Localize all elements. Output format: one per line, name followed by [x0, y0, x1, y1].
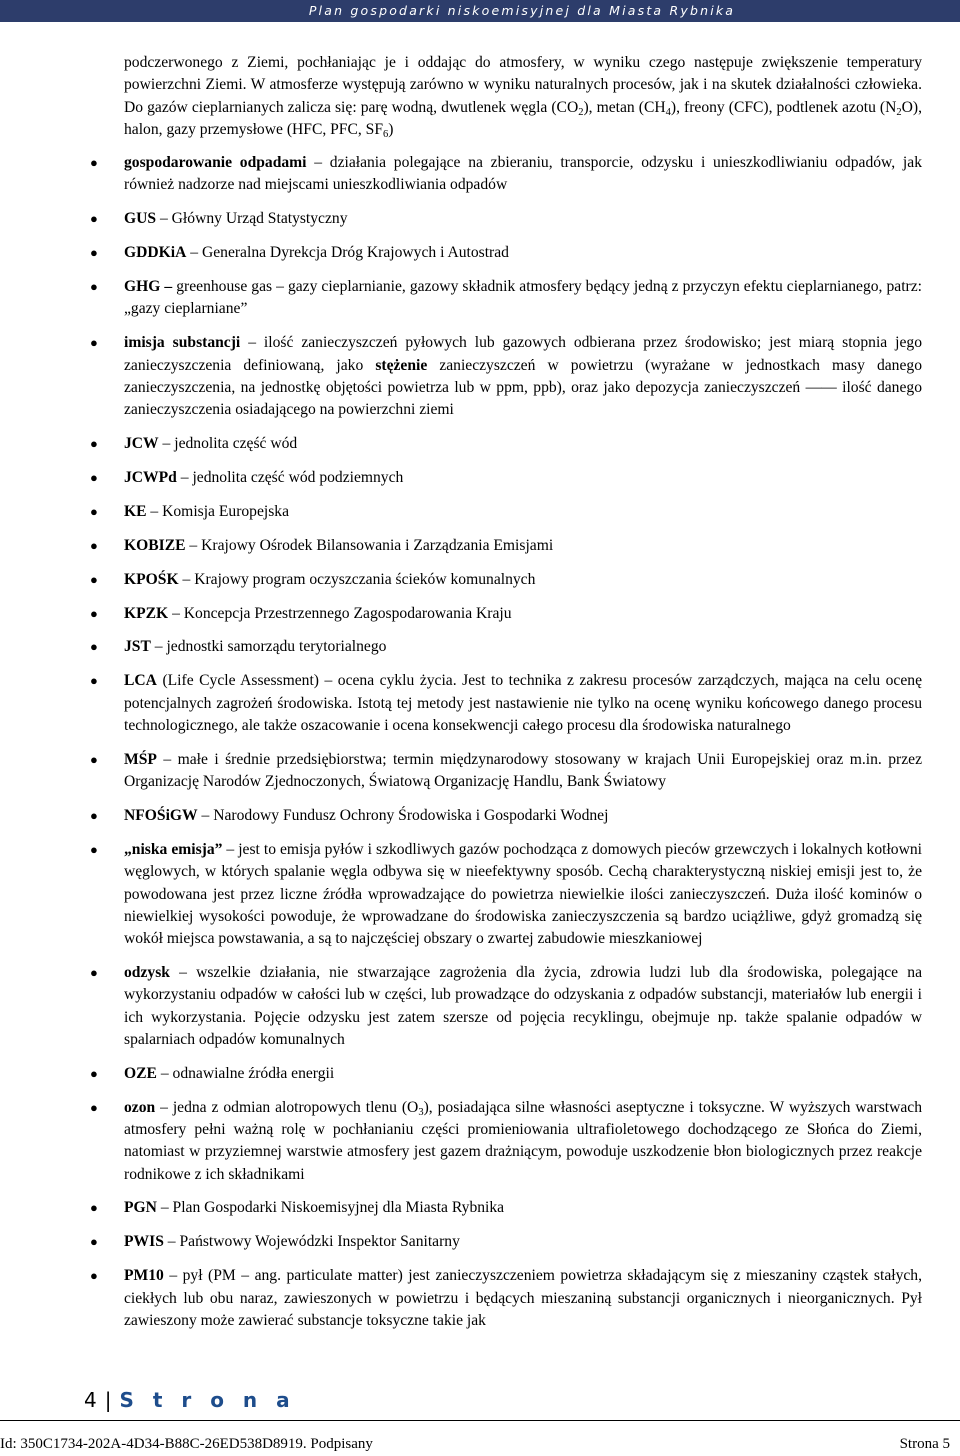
bullet-icon: ● [90, 279, 98, 295]
intro-text: podczerwonego z Ziemi, pochłaniając je i oddając do atmosfery, w wyniku czego następuje zwiększenie temperatury powierzchni Ziemi. W atmosferze występują zarówno w wyniku naturalnych procesów, jak i na skutek działalności człowieka. Do gazów cieplarnianych zalicza się: parę wodną, dwutlenek węgla (CO [124, 54, 922, 116]
bullet-icon: ● [90, 1200, 98, 1216]
bullet-icon: ● [90, 211, 98, 227]
bullet-icon: ● [90, 571, 98, 587]
bullet-icon: ● [90, 335, 98, 351]
glossary-definition: ), posiadająca silne własności aseptyczne i toksyczne. W wyższych warstwach atmosfery pełni ważną rolę w pochłanianiu części promieniowania ultrafioletowego dochodzącego ze Słońca do Ziemi, natomiast w przyziemnej warstwie atmosfery jest gazem drażniącym, powoduje uszkodzenie błon biologicznych przez reakcje rodnikowe z ich składnikami [124, 1098, 922, 1183]
subscript: 4 [665, 106, 671, 118]
glossary-term: gospodarowanie odpadami [124, 154, 307, 172]
glossary-definition: – Komisja Europejska [146, 502, 290, 520]
document-id: Id: 350C1734-202A-4D34-B88C-26ED538D8919. Podpisany [0, 1436, 373, 1452]
glossary-entry [90, 749, 922, 794]
glossary-definition: – odnawialne źródła energii [156, 1064, 335, 1082]
bullet-icon: ● [90, 1234, 98, 1250]
glossary-term: GHG – [124, 278, 173, 296]
running-header [0, 0, 960, 22]
document-body [90, 52, 922, 1332]
glossary-definition: greenhouse gas – gazy cieplarnianie, gazowy składnik atmosfery będący jedną z przyczyn efektu cieplarnianego, patrz: „gazy cieplarniane” [124, 278, 922, 318]
bullet-icon: ● [90, 155, 98, 171]
glossary-definition: – małe i średnie przedsiębiorstwa; termin międzynarodowy stosowany w krajach Unii Europejskiej oraz m.in. przez Organizację Narodów Zjednoczonych, Światową Organizację Handlu, Bank Światowy [124, 750, 922, 791]
glossary-entry [90, 1097, 922, 1186]
glossary-term: GDDKiA [124, 244, 187, 262]
glossary-definition: – pył (PM – ang. particulate matter) jest zanieczyszczeniem powietrza składającym się z mieszaniny cząstek stałych, ciekłych lub obu naraz, zawieszonych w powietrzu i będących mieszaniną substancji organicznych i nieorganicznych. Pył zawieszony może zawierać substancje toksyczne takie jak [124, 1267, 922, 1329]
glossary-definition: – Krajowy program oczyszczania ścieków komunalnych [178, 570, 536, 588]
glossary-term: PWIS [124, 1233, 164, 1251]
glossary-entry [90, 603, 922, 625]
glossary-term: KOBIZE [124, 536, 186, 554]
glossary-entry [90, 208, 922, 230]
glossary-entry [90, 569, 922, 591]
page-number: 4 [84, 1388, 97, 1412]
glossary-definition: – Narodowy Fundusz Ochrony Środowiska i Gospodarki Wodnej [197, 807, 609, 825]
bullet-icon: ● [90, 503, 98, 519]
page-separator: | [104, 1388, 112, 1412]
glossary-definition: – Główny Urząd Statystyczny [156, 210, 348, 228]
header-title: Plan gospodarki niskoemisyjnej dla Miasta Rybnika [308, 3, 736, 18]
bullet-icon: ● [90, 808, 98, 824]
glossary-entry [90, 1265, 922, 1332]
glossary-term: JCW [124, 435, 159, 453]
subscript: 2 [578, 106, 584, 118]
bullet-icon: ● [90, 673, 98, 689]
glossary-definition: – Państwowy Wojewódzki Inspektor Sanitarny [163, 1233, 460, 1251]
glossary-definition: – działania polegające na zbieraniu, transporcie, odzysku i unieszkodliwianiu odpadów, jak również nadzorze nad miejscami unieszkodliwiania odpadów [124, 154, 922, 194]
glossary-definition: (Life Cycle Assessment) – ocena cyklu życia. Jest to technika z zakresu procesów zarządczych, mająca na celu ocenę potencjalnych zagrożeń środowiska. Istotą tej metody jest nastawienie nie tylko na ocenę wyniku końcowego danego procesu technologicznego, ale także oszacowanie i ocena konsekwencji całego procesu dla środowiska naturalnego [124, 672, 922, 734]
glossary-term: odzysk [124, 964, 170, 981]
intro-text: O), halon, gazy przemysłowe (HFC, PFC, SF [124, 98, 922, 138]
glossary-definition: – jednostki samorządu terytorialnego [150, 638, 387, 656]
glossary-definition: – jednolita część wód podziemnych [176, 469, 404, 487]
bullet-icon: ● [90, 1268, 98, 1284]
subscript: 3 [418, 1106, 424, 1118]
bullet-icon: ● [90, 965, 98, 980]
glossary-entry [90, 962, 922, 1051]
bullet-icon: ● [90, 841, 98, 857]
bullet-icon: ● [90, 639, 98, 655]
glossary-entry [90, 1197, 922, 1219]
page-number-footer [84, 1388, 296, 1412]
glossary-entry [90, 242, 922, 264]
bullet-icon: ● [90, 470, 98, 486]
subscript: 2 [896, 106, 902, 118]
glossary-definition: – jedna z odmian alotropowych tlenu (O [155, 1098, 419, 1116]
glossary-term: NFOŚiGW [124, 807, 198, 825]
glossary-term: MŚP [124, 750, 157, 768]
bullet-icon: ● [90, 1099, 98, 1115]
bullet-icon: ● [90, 605, 98, 621]
glossary-inline-term: stężenie [375, 356, 428, 374]
glossary-term: JST [124, 638, 151, 656]
pdf-page-label: Strona 5 [899, 1436, 950, 1452]
glossary-term: JCWPd [124, 469, 177, 487]
glossary-term: ozon [124, 1098, 156, 1116]
glossary-entry [90, 1063, 922, 1085]
glossary-entry [90, 1231, 922, 1253]
glossary-entry [90, 535, 922, 557]
glossary-term: OZE [124, 1064, 157, 1082]
glossary-entry [90, 636, 922, 658]
glossary-term: KE [124, 502, 147, 520]
intro-text: ), metan (CH [583, 98, 666, 116]
glossary-entry [90, 839, 922, 950]
glossary-entry [90, 433, 922, 455]
intro-paragraph [124, 52, 922, 141]
glossary-entry [90, 276, 922, 321]
bullet-icon: ● [90, 436, 98, 452]
glossary-term: „niska emisja” [124, 840, 223, 858]
glossary-term: PM10 [124, 1267, 164, 1285]
glossary-definition: – wszelkie działania, nie stwarzające zagrożenia dla życia, zdrowia ludzi lub dla środowiska, polegające na wykorzystaniu odpadów w całości lub w części, lub prowadzące do odzyskania z odpadów substancji, materiałów lub energii i ich wykorzystania. Pojęcie odzysku jest zatem szersze od pojęcia recyklingu, obejmuje np. także spalanie odpadów w spalarniach odpadów komunalnych [124, 964, 922, 1048]
glossary-entry [90, 467, 922, 489]
glossary-definition: zanieczyszczeń w powietrzu (wyrażane w jednostkach masy danego zanieczyszczenia, na jednostkę objętości powietrza lub w ppm, ppb), oraz jako depozycja zanieczyszczeń —— ilość danego zanieczyszczenia osiadającego na powierzchni ziemi [124, 356, 922, 419]
glossary-definition: – Plan Gospodarki Niskoemisyjnej dla Miasta Rybnika [156, 1199, 505, 1217]
glossary-entry [90, 501, 922, 523]
bullet-icon: ● [90, 1065, 98, 1081]
glossary-definition: – jest to emisja pyłów i szkodliwych gazów pochodząca z domowych pieców grzewczych i lokalnych kotłowni węglowych, w których spalanie węgla odbywa się w nieefektywny sposób. Cechą charakterystyczną niskiej emisji jest to, że powodowana jest przez liczne źródła wprowadzające do powietrza niewielkie ilości zanieczyszczeń. Duża ilość kominów o niewielkiej wysokości powoduje, że wprowadzane do środowiska zanieczyszczenia są bardzo uciążliwe, gdyż gromadzą się wokół miejsca powstawania, a są to najczęściej obszary o zwartej zabudowie mieszkaniowej [124, 840, 922, 948]
glossary-entry [90, 152, 922, 197]
glossary-definition: – Generalna Dyrekcja Dróg Krajowych i Autostrad [186, 244, 509, 262]
glossary-term: KPOŚK [124, 570, 179, 588]
page-word: S t r o n a [119, 1388, 296, 1412]
footer-divider [0, 1420, 960, 1421]
bullet-icon: ● [90, 537, 98, 553]
glossary-definition: – Koncepcja Przestrzennego Zagospodarowania Kraju [168, 604, 512, 622]
bullet-icon: ● [90, 751, 98, 767]
bullet-icon: ● [90, 245, 98, 261]
glossary-definition: – jednolita część wód [158, 435, 298, 453]
glossary-term: imisja substancji [124, 334, 241, 352]
glossary-definition: – ilość zanieczyszczeń pyłowych lub gazowych odbierana przez środowisko; jest miarą stopnia jego zanieczyszczenia definiowaną, jako [124, 334, 922, 374]
subscript: 6 [383, 128, 389, 140]
glossary-entry [90, 332, 922, 421]
intro-text: ), freony (CFC), podtlenek azotu (N [670, 98, 897, 116]
glossary-term: KPZK [124, 604, 169, 622]
glossary-entry [90, 805, 922, 827]
glossary-term: PGN [124, 1199, 157, 1217]
intro-text: ) [388, 120, 394, 138]
glossary-definition: – Krajowy Ośrodek Bilansowania i Zarządzania Emisjami [185, 536, 554, 554]
glossary-entry [90, 670, 922, 737]
glossary-term: LCA [124, 672, 157, 690]
glossary-term: GUS [124, 210, 157, 228]
